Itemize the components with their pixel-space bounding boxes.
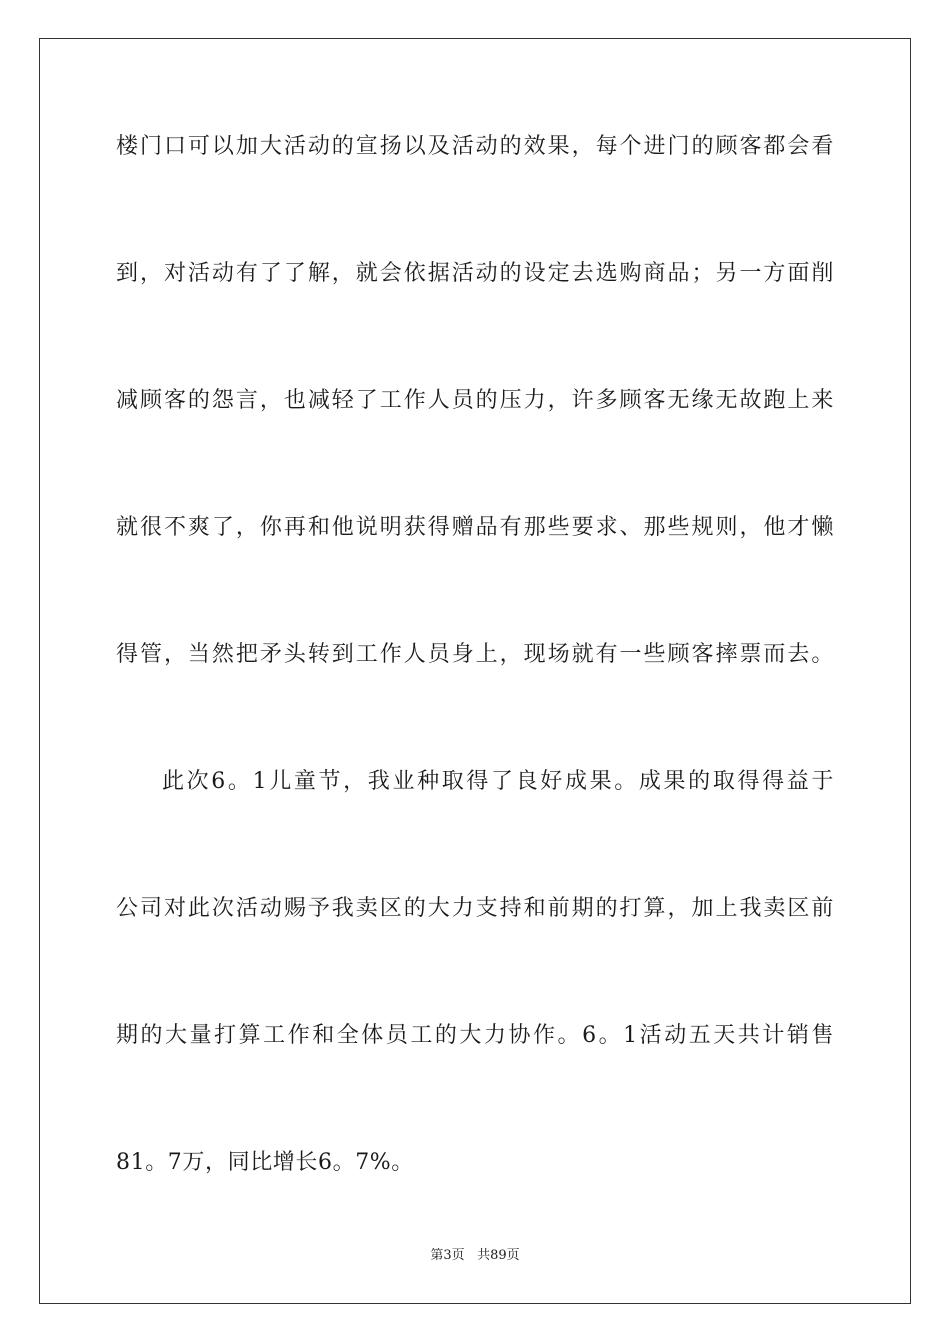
page-total: 共89页 — [477, 1248, 520, 1263]
paragraph-line: 此次6。1儿童节，我业种取得了良好成果。成果的取得得益于 — [162, 769, 834, 794]
paragraph-line: 到，对活动有了了解，就会依据活动的设定去选购商品；另一方面削 — [116, 261, 834, 286]
page-number: 第3页 — [430, 1248, 465, 1263]
paragraph-line: 得管，当然把矛头转到工作人员身上，现场就有一些顾客摔票而去。 — [116, 642, 834, 667]
paragraph-line: 公司对此次活动赐予我卖区的大力支持和前期的打算，加上我卖区前 — [116, 896, 834, 921]
page-footer — [0, 1247, 950, 1265]
paragraph-line: 就很不爽了，你再和他说明获得赠品有那些要求、那些规则，他才懒 — [116, 515, 834, 540]
paragraph-line: 楼门口可以加大活动的宣扬以及活动的效果，每个进门的顾客都会看 — [116, 134, 834, 159]
paragraph-line: 81。7万，同比增长6。7%。 — [116, 1150, 414, 1175]
paragraph-line: 期的大量打算工作和全体员工的大力协作。6。1活动五天共计销售 — [116, 1023, 834, 1048]
paragraph-line: 减顾客的怨言，也减轻了工作人员的压力，许多顾客无缘无故跑上来 — [116, 388, 834, 413]
page-border — [39, 38, 911, 1304]
